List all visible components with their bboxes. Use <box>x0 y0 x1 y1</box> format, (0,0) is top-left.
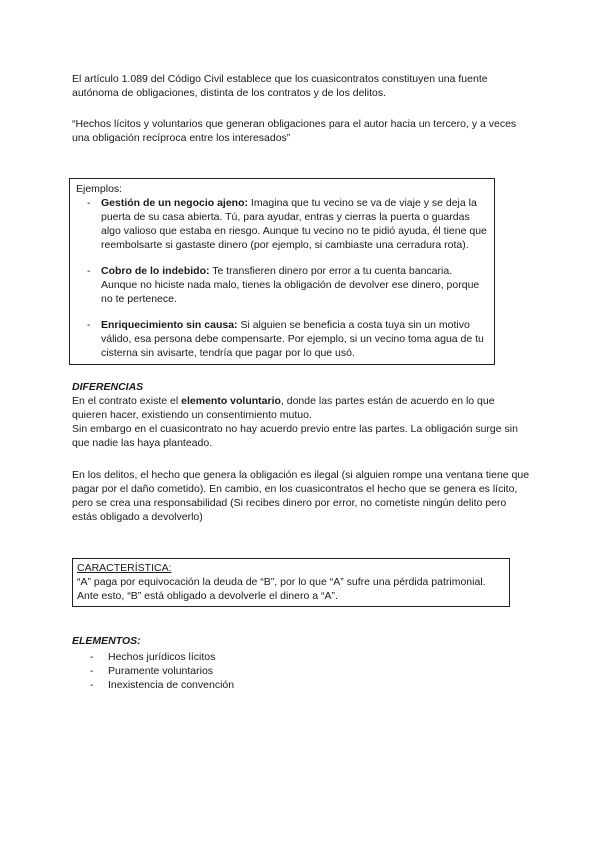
example-title: Enriquecimiento sin causa: <box>101 319 238 331</box>
diferencias-heading: DIFERENCIAS <box>72 381 144 393</box>
list-dash: - <box>90 665 94 677</box>
examples-label: Ejemplos: <box>76 183 123 195</box>
elementos-list <box>90 650 234 692</box>
diferencias-paragraph-2: En los delitos, el hecho que genera la obligación es ilegal (si alguien rompe una ventana tiene que pagar por el daño cometido). En cambio, en los cuasicontratos el hecho que se genera es lícito, pero se crea una responsabilidad (Si recibes dinero por error, no cometiste ningún delito pero estás obligado a devolverlo) <box>72 469 530 523</box>
example-item <box>87 196 489 252</box>
caracteristica-box <box>72 558 510 607</box>
diferencias-paragraph-1 <box>72 394 532 450</box>
list-item-label: Puramente voluntarios <box>108 665 214 677</box>
intro-paragraph: El artículo 1.089 del Código Civil establece que los cuasicontratos constituyen una fuente autónoma de obligaciones, distinta de los contratos y de los delitos. <box>72 73 488 99</box>
definition-quote: “Hechos lícitos y voluntarios que generan obligaciones para el autor hacia un tercero, y a veces una obligación recíproca entre los interesados” <box>72 118 517 144</box>
example-item <box>87 264 489 306</box>
list-dash: - <box>87 265 91 277</box>
list-item <box>90 650 234 664</box>
elementos-heading: ELEMENTOS: <box>72 635 141 647</box>
list-item-label: Hechos jurídicos lícitos <box>108 651 216 663</box>
example-item <box>87 318 489 360</box>
list-dash: - <box>90 651 94 663</box>
list-item <box>90 678 234 692</box>
text-line: Sin embargo en el cuasicontrato no hay acuerdo previo entre las partes. La obligación surge sin que nadie las haya planteado. <box>72 423 518 449</box>
bold-term: elemento voluntario <box>181 395 281 407</box>
example-title: Gestión de un negocio ajeno: <box>101 197 249 209</box>
text-run: , donde las partes están de acuerdo en lo que quieren hacer, existiendo un consentimiento mutuo. <box>72 395 495 421</box>
text-run: En el contrato existe el <box>72 395 182 407</box>
list-dash: - <box>87 197 91 209</box>
list-item <box>90 664 234 678</box>
list-dash: - <box>90 679 94 691</box>
caracteristica-title: CARACTERÍSTICA: <box>77 562 172 574</box>
list-item-label: Inexistencia de convención <box>108 679 235 691</box>
example-text: Te transfieren dinero por error a tu cuenta bancaria. Aunque no hiciste nada malo, tienes la obligación de devolver ese dinero, porque no te pertenece. <box>101 265 480 305</box>
list-dash: - <box>87 319 91 331</box>
example-title: Cobro de lo indebido: <box>101 265 210 277</box>
examples-box <box>69 178 495 365</box>
example-text: Imagina que tu vecino se va de viaje y se deja la puerta de su casa abierta. Tú, para ayudar, entras y cierras la puerta o guardas algo valioso que estaba en riesgo. Aunque tu vecino no te pidió ayuda, él tiene que reembolsarte si gastaste dinero (por ejemplo, si cambiaste una cerradura rota). <box>101 197 487 251</box>
caracteristica-text: “A” paga por equivocación la deuda de “B”, por lo que “A” sufre una pérdida patrimonial. Ante esto, “B” está obligado a devolverle el dinero a “A”. <box>77 576 486 602</box>
example-text: Si alguien se beneficia a costa tuya sin un motivo válido, esa persona debe compensarte. Por ejemplo, si un vecino toma agua de tu cisterna sin avisarte, tendría que pagar por lo que usó. <box>101 319 484 359</box>
